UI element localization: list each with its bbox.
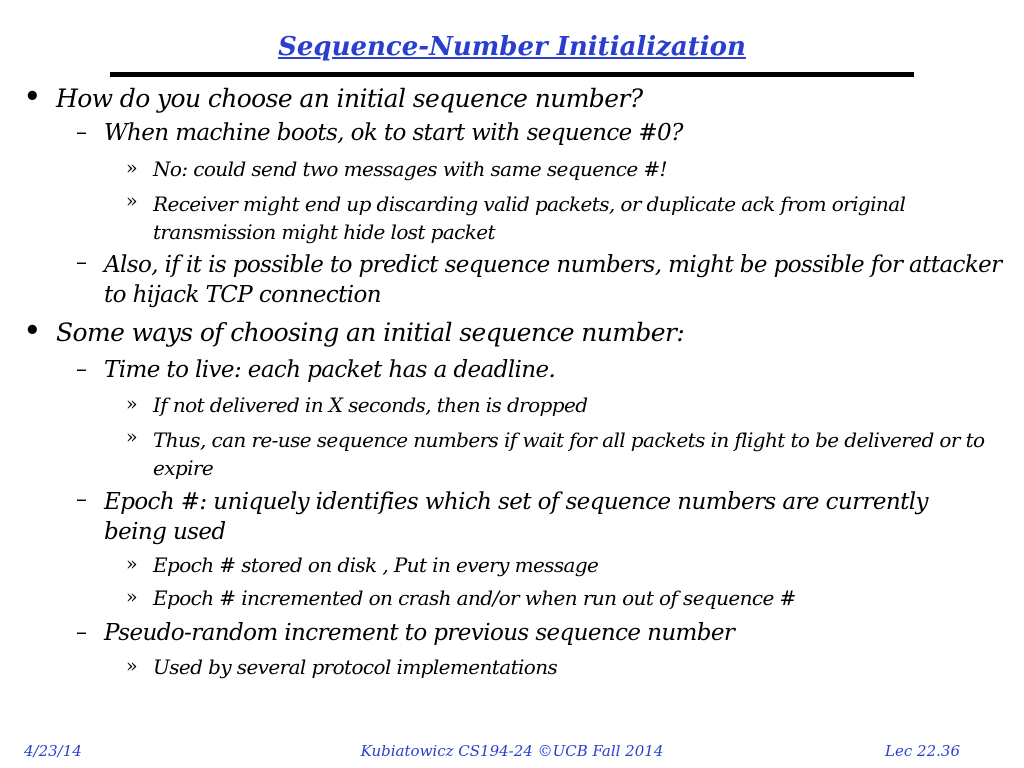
chevron-marker: » bbox=[126, 190, 138, 212]
footer-date: 4/23/14 bbox=[24, 742, 82, 760]
dash-marker: – bbox=[76, 250, 87, 275]
dash-marker: – bbox=[76, 357, 87, 382]
chevron-marker: » bbox=[126, 157, 138, 179]
detail-text: Epoch # stored on disk , Put in every message bbox=[153, 553, 599, 577]
footer-course: Kubiatowicz CS194-24 ©UCB Fall 2014 bbox=[360, 742, 664, 760]
detail-text: Used by several protocol implementations bbox=[153, 655, 558, 679]
detail-text: No: could send two messages with same sequence #! bbox=[153, 157, 667, 181]
subitem-text: When machine boots, ok to start with sequence #0? bbox=[104, 120, 683, 146]
bullet-text: How do you choose an initial sequence number? bbox=[56, 84, 643, 113]
chevron-marker: » bbox=[126, 586, 138, 608]
dash-marker: – bbox=[76, 620, 87, 645]
subitem-text: Epoch #: uniquely identifies which set of sequence numbers are currently being used bbox=[104, 489, 928, 545]
footer-lecture: Lec 22.36 bbox=[885, 742, 960, 760]
slide-title: Sequence-Number Initialization bbox=[278, 32, 746, 62]
subitem-text: Time to live: each packet has a deadline. bbox=[104, 357, 556, 383]
chevron-marker: » bbox=[126, 393, 138, 415]
detail-text: Receiver might end up discarding valid packets, or duplicate ack from original transmission might hide lost packet bbox=[153, 192, 906, 244]
title-divider bbox=[110, 72, 914, 77]
subitem-text: Pseudo-random increment to previous sequence number bbox=[104, 620, 735, 646]
bullet-marker: • bbox=[24, 82, 41, 112]
detail-text: Thus, can re-use sequence numbers if wait for all packets in flight to be delivered or to expire bbox=[153, 428, 985, 480]
bullet-text: Some ways of choosing an initial sequence number: bbox=[56, 318, 685, 347]
subitem-text: Also, if it is possible to predict sequence numbers, might be possible for attacker to hijack TCP connection bbox=[104, 252, 1002, 308]
chevron-marker: » bbox=[126, 553, 138, 575]
dash-marker: – bbox=[76, 487, 87, 512]
detail-text: Epoch # incremented on crash and/or when run out of sequence # bbox=[153, 586, 796, 610]
chevron-marker: » bbox=[126, 426, 138, 448]
dash-marker: – bbox=[76, 120, 87, 145]
detail-text: If not delivered in X seconds, then is dropped bbox=[153, 393, 588, 417]
chevron-marker: » bbox=[126, 655, 138, 677]
bullet-marker: • bbox=[24, 316, 41, 346]
